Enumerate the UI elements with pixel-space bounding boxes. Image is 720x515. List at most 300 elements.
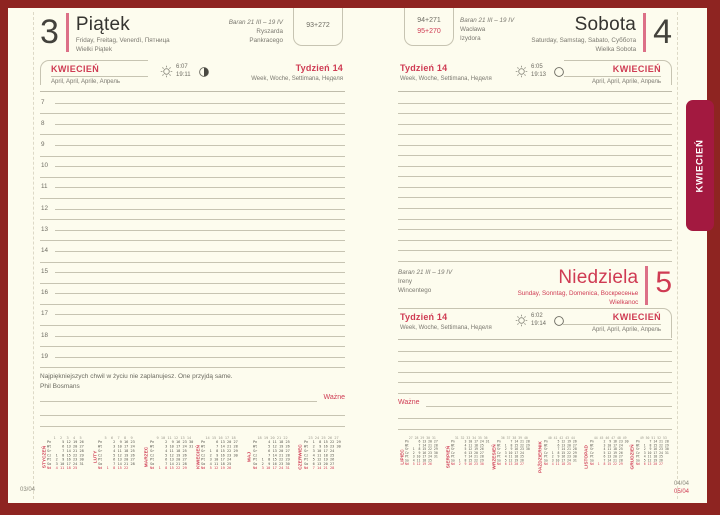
mini-calendar	[583, 436, 629, 486]
weekday-row: Cz 3 10 17 24	[497, 451, 531, 455]
ruled-line	[398, 362, 672, 373]
day-accent-bar	[645, 266, 648, 305]
hour-row	[40, 326, 345, 337]
mini-calendar-grid	[497, 436, 533, 486]
weekday-row: Pn 3 10 17 24 31	[451, 439, 490, 444]
mini-calendar-grid	[405, 436, 441, 486]
month-name-label: MAJ	[246, 451, 252, 463]
weekday-row: Pn 5 12 19 26	[47, 440, 84, 445]
weekday-row: Pn 1 8 15 22 29	[303, 440, 341, 445]
sunday-lines	[398, 341, 672, 394]
hour-number: 7	[41, 98, 45, 106]
quote-block	[40, 372, 345, 392]
month-translations: April, April, Aprile, Апрель	[51, 79, 121, 85]
weekday-row: Śr 3 10 17 24	[303, 448, 341, 453]
saturday-header	[398, 8, 672, 60]
weekday-row: So 7 14 21 28	[98, 461, 136, 466]
weekday-row: Śr 2 9 16 23 30	[635, 447, 669, 451]
important-row	[398, 397, 672, 407]
weekday-row: Cz 1 8 15 22 29	[543, 451, 577, 455]
friday-subheader	[40, 60, 345, 90]
mini-calendar-grid	[451, 436, 490, 486]
tab-label: KWIECIEŃ	[694, 138, 706, 193]
weekday-row: Pt 5 12 19 26	[303, 457, 341, 462]
zodiac-namedays	[229, 18, 283, 45]
weekday-row: Wt 1 8 15 22 29	[497, 443, 531, 448]
hour-number: 15	[41, 268, 49, 276]
mini-calendar-grid	[304, 436, 345, 486]
mini-calendar-grid	[47, 436, 88, 486]
zodiac-sign: Baran 21 III – 19 IV	[228, 19, 283, 26]
ruled-line	[40, 401, 317, 402]
nameday: Izydora	[460, 35, 481, 43]
ruled-line	[40, 367, 345, 368]
ruled-line	[398, 230, 672, 241]
hour-row	[40, 199, 345, 210]
hour-row	[40, 347, 345, 358]
hour-row	[40, 157, 345, 168]
sunday-row: Nd 3 10 17 24 31	[252, 465, 290, 470]
weekday-row: Pt 2 9 16 23 30	[47, 457, 84, 462]
mini-calendar	[629, 436, 672, 486]
mini-calendar-grid	[149, 436, 194, 486]
month-ornament	[563, 309, 671, 333]
weekday-row: Śr 2 9 16 23 30	[497, 447, 531, 451]
ruled-line	[398, 135, 672, 146]
ruled-line	[398, 209, 672, 220]
half-hour-row	[40, 125, 345, 136]
saturday-lines	[398, 93, 672, 262]
day-number: 4	[653, 13, 672, 51]
mini-calendar-grid-inner	[543, 436, 577, 467]
half-hour-row	[40, 104, 345, 115]
hour-row	[40, 220, 345, 231]
weekday-row: Wt 7 14 21 28	[201, 444, 239, 449]
weekday-row: Pn 5 12 19 26	[543, 439, 577, 444]
weekday-row: So 3 10 17 24 31	[543, 458, 577, 463]
ruled-line	[398, 177, 672, 188]
mini-calendar	[398, 436, 441, 486]
day-holiday: Wielki Piątek	[75, 45, 112, 53]
week-numbers-row: 23 24 25 26 27	[303, 436, 339, 441]
hour-number: 10	[41, 162, 49, 170]
weekday-row: So 3 10 17 24 31	[47, 461, 84, 466]
saturday-subheader	[398, 60, 672, 90]
ruled-line	[40, 416, 345, 428]
sunset-time: 19:11	[176, 71, 191, 78]
quote-text: Najpiękniejszych chwil w życiu nie zaplanujesz. One przyjdą same.	[40, 373, 233, 380]
ruled-line	[398, 407, 672, 419]
day-accent-bar	[643, 13, 646, 52]
sunrise-time: 6:07	[176, 64, 188, 70]
half-hour-row	[40, 146, 345, 157]
day-number: 5	[655, 266, 672, 299]
day-name: Piątek	[75, 14, 130, 35]
mini-calendar	[444, 436, 490, 486]
weekday-row: Pt 2 9 16 23 30	[543, 454, 577, 459]
weekday-row: Cz 5 12 19 26	[98, 452, 136, 458]
week-numbers-row: 1 2 3 4 5	[47, 436, 82, 441]
sunset-time: 19:13	[531, 71, 547, 78]
month-name-label: LUTY	[92, 450, 98, 464]
zodiac-sign: Baran 21 III – 19 IV	[398, 269, 453, 276]
nameday: Wacława	[460, 26, 486, 34]
ruled-line	[398, 373, 672, 384]
sun-icon	[515, 314, 528, 327]
weekday-row: Śr 6 13 20 27	[252, 448, 290, 453]
day-holiday: Wielkanoc	[609, 298, 639, 306]
weekday-row: Pt 6 13 20 27	[589, 454, 629, 459]
weekday-row: So 7 14 21 28	[589, 458, 629, 463]
weekday-row: Pt 6 13 20 27	[149, 457, 194, 462]
mini-calendar-grid	[253, 436, 294, 486]
week-numbers-row: 40 41 42 43 44	[543, 436, 575, 440]
day-number: 3	[40, 13, 59, 51]
weekday-row: Cz 3 10 17 24 31	[635, 451, 669, 455]
mini-calendar-grid-inner	[149, 436, 194, 470]
sunday-row: Nd 1 8 15 22	[98, 465, 136, 470]
weekday-row: Wt 6 13 20 27	[47, 444, 84, 449]
weekday-row: Pn 7 14 21 28	[497, 439, 531, 444]
ruled-line	[398, 104, 672, 115]
week-numbers-row: 31 32 33 34 35 36	[451, 436, 488, 440]
sun-moon-times	[515, 64, 565, 80]
weekday-row: So 6 13 20 27	[303, 461, 341, 466]
friday-header	[40, 8, 345, 60]
month-name-label: LISTOPAD	[583, 445, 589, 469]
header-rule	[398, 91, 672, 92]
half-hour-row	[40, 358, 345, 369]
hour-row	[40, 93, 345, 104]
mini-calendar-month-name	[398, 436, 405, 478]
ruled-line	[398, 188, 672, 199]
mini-calendar	[143, 436, 194, 486]
mini-calendar-grid	[636, 436, 672, 486]
week-block	[400, 63, 492, 82]
mini-calendar-grid-inner	[497, 436, 531, 467]
weekday-row: Pt 4 11 18 25	[497, 454, 531, 459]
weekday-row: Cz 6 13 20 27	[451, 451, 490, 455]
month-name-label: SIERPIEŃ	[444, 445, 451, 469]
month-name-label: MARZEC	[143, 446, 149, 468]
hour-row	[40, 305, 345, 316]
hour-number: 16	[41, 289, 49, 297]
mini-calendar-grid	[98, 436, 139, 486]
day-of-year-counter	[293, 8, 343, 46]
week-translations: Week, Woche, Settimana, Неделя	[400, 325, 492, 331]
mini-calendar	[490, 436, 533, 486]
sun-icon	[515, 65, 528, 78]
mini-calendar-grid-inner	[635, 436, 669, 467]
ruled-line	[398, 167, 672, 178]
zodiac-sign: Baran 21 III – 19 IV	[460, 17, 515, 24]
month-thumb-tab	[686, 100, 714, 231]
weekday-row: Cz 2 9 16 23 30	[405, 451, 438, 455]
mini-calendar	[537, 436, 580, 486]
mini-calendar-month-name	[40, 436, 47, 478]
half-hour-row	[40, 167, 345, 178]
sunday-row: Nd 4 11 18 25	[47, 465, 84, 470]
nameday: Pankracego	[249, 37, 283, 45]
header-rule	[40, 91, 345, 92]
nameday: Ireny	[398, 278, 412, 286]
weekday-row: Cz 4 11 18 25	[303, 452, 341, 458]
month-name-label: CZERWIEC	[297, 444, 304, 470]
mini-calendar-month-name	[583, 436, 590, 478]
sun-moon-times	[160, 64, 210, 80]
ruled-line	[398, 93, 672, 104]
month-translations: April, April, Aprile, Апрель	[591, 79, 661, 85]
weekday-row: Wt 1 8 15 22 29	[635, 443, 669, 448]
mini-calendars-right	[398, 436, 672, 486]
mini-calendars-left	[40, 436, 345, 486]
weekday-row: Pt 7 14 21 28	[451, 454, 490, 459]
weekday-row: Śr 1 8 15 22 29	[201, 448, 239, 453]
month-name-label: STYCZEŃ	[40, 445, 47, 469]
month-ornament	[564, 60, 672, 85]
half-hour-row	[40, 315, 345, 326]
weekday-row: So 4 11 18 25	[201, 461, 239, 466]
ruled-line	[40, 404, 345, 416]
weekday-row: Cz 1 8 15 22 29	[47, 452, 84, 458]
weekday-row: Śr 7 14 21 28	[47, 448, 84, 453]
week-label: Tydzień 14	[400, 312, 448, 322]
hour-row	[40, 284, 345, 295]
month-name-label: PAŹDZIERNIK	[537, 441, 543, 473]
week-translations: Week, Woche, Settimana, Неделя	[400, 76, 492, 82]
sunrise-sunset	[531, 313, 546, 329]
day-holiday: Wielka Sobota	[595, 45, 637, 53]
page-footer-left: 03/04	[20, 487, 36, 493]
weekday-row: Cz 5 12 19 26	[149, 452, 194, 458]
notes-lines	[398, 407, 672, 430]
mini-calendar	[40, 436, 88, 486]
day-accent-bar	[66, 13, 69, 52]
month-label: KWIECIEŃ	[564, 64, 661, 77]
important-label: Ważne	[398, 399, 420, 406]
sunrise-sunset	[176, 64, 191, 80]
ruled-line	[398, 241, 672, 252]
weekday-row: So 4 11 18 25	[405, 458, 438, 463]
month-name-label: LIPIEC	[398, 449, 405, 465]
hour-number: 12	[41, 204, 49, 212]
weekday-row: Pt 6 13 20 27	[98, 457, 136, 462]
weekday-row: Wt 4 11 18 25	[451, 443, 490, 448]
weekday-row: Śr 1 8 15 22 29	[405, 447, 438, 451]
hour-number: 11	[41, 183, 48, 191]
hour-number: 19	[41, 352, 49, 360]
ruled-line	[398, 125, 672, 136]
mini-calendar-grid-inner	[98, 436, 136, 470]
hour-row	[40, 114, 345, 125]
ruled-line	[398, 383, 672, 394]
page-footer-right	[674, 480, 689, 496]
month-name-label: GRUDZIEŃ	[629, 444, 636, 470]
hour-number: 9	[41, 140, 45, 148]
page-left	[40, 8, 345, 503]
weekday-row: Wt 3 10 17 24	[589, 443, 629, 448]
day-translations: Sunday, Sonntag, Domenica, Воскресенье	[517, 289, 639, 297]
weekday-row: Wt 3 10 17 24 31	[149, 444, 194, 449]
half-hour-row	[40, 252, 345, 263]
mini-calendar-month-name	[143, 436, 150, 478]
moon-phase-icon	[198, 66, 210, 78]
footer-date-saturday: 04/04	[673, 481, 689, 487]
weekday-row: Cz 2 9 16 23 30	[201, 452, 239, 458]
mini-calendar	[297, 436, 345, 486]
ruled-line	[398, 156, 672, 167]
zodiac-namedays	[398, 268, 452, 295]
mini-calendar-month-name	[537, 436, 544, 478]
month-name-label: WRZESIEŃ	[491, 444, 497, 470]
sunrise-time: 6:02	[531, 313, 543, 319]
week-block	[251, 63, 343, 82]
weekday-row: Pn 4 11 18 25	[252, 440, 290, 445]
half-hour-row	[40, 294, 345, 305]
weekday-row: Pn 2 9 16 23 30	[149, 440, 194, 445]
hour-number: 14	[41, 246, 49, 254]
sunday-row: Nd 7 14 21 28	[303, 465, 341, 470]
month-ornament	[40, 60, 148, 85]
mini-calendar-grid-inner	[405, 436, 438, 467]
important-row	[40, 392, 345, 402]
sunday-row: Nd 6 13 20 27	[497, 462, 531, 467]
ruled-line	[398, 419, 672, 431]
month-translations: April, April, Aprile, Апрель	[591, 327, 661, 333]
important-label: Ważne	[323, 394, 345, 401]
day-name: Niedziela	[558, 267, 639, 288]
mini-calendar-grid	[544, 436, 580, 486]
week-numbers-row: 5 6 7 8 9	[98, 436, 134, 441]
weekday-row: Wt 7 14 21 28	[405, 443, 438, 448]
weekday-row: So 5 12 19 26	[497, 458, 531, 463]
week-numbers-row: 44 45 46 47 48 49	[589, 436, 627, 440]
sunday-row: Nd 4 11 18 25	[543, 462, 577, 467]
sunday-row: Nd 1 8 15 22 29	[589, 462, 629, 467]
notes-lines	[40, 404, 345, 427]
weekday-row: Wt 5 12 19 26	[252, 444, 290, 449]
ruled-line	[398, 341, 672, 352]
weekday-row: So 2 9 16 23 30	[252, 461, 290, 466]
half-hour-row	[40, 231, 345, 242]
sunday-header	[398, 264, 672, 308]
weekday-row: Pt 1 8 15 22 29	[252, 457, 290, 462]
sunday-row: Nd 6 13 20 27	[635, 462, 669, 467]
hour-row	[40, 241, 345, 252]
week-label: Tydzień 14	[295, 63, 343, 73]
sunday-row: Nd 5 12 19 26	[405, 462, 438, 467]
sunday-rule	[398, 339, 672, 340]
weekday-row: Śr 7 14 21 28	[543, 447, 577, 451]
sun-icon	[160, 65, 173, 78]
week-translations: Week, Woche, Settimana, Неделя	[251, 76, 343, 82]
half-hour-row	[40, 273, 345, 284]
half-hour-row	[40, 210, 345, 221]
weekday-row: Cz 5 12 19 26	[589, 451, 629, 455]
sunday-row: Nd 5 12 19 26	[201, 465, 239, 470]
ruled-line	[398, 251, 672, 262]
month-name-label: KWIECIEŃ	[194, 445, 201, 469]
weekday-row: Pn 7 14 21 28	[635, 439, 669, 444]
sunrise-sunset	[531, 64, 546, 80]
ruled-line	[398, 220, 672, 231]
month-label: KWIECIEŃ	[563, 312, 661, 325]
hour-row	[40, 135, 345, 146]
sunday-row: Nd 2 9 16 23 30	[451, 462, 490, 467]
half-hour-row	[40, 188, 345, 199]
weekday-row: Cz 7 14 21 28	[252, 452, 290, 458]
zodiac-namedays	[460, 16, 514, 43]
day-of-year-counter	[404, 8, 454, 46]
sunset-time: 19:14	[531, 320, 547, 327]
weekday-row: Śr 4 11 18 25	[589, 447, 629, 451]
weekday-row: So 1 8 15 22 29	[451, 458, 490, 463]
mini-calendar-grid-inner	[252, 436, 290, 470]
mini-calendar	[194, 436, 242, 486]
sunday-subheader	[398, 308, 672, 338]
week-label: Tydzień 14	[400, 63, 448, 73]
week-numbers-row: 27 28 29 30 31	[405, 436, 436, 440]
sunday-row: Nd 1 8 15 22 29	[149, 465, 194, 470]
day-counter-value: 93+272	[306, 22, 330, 30]
mini-calendar-grid-inner	[47, 436, 84, 470]
month-label: KWIECIEŃ	[51, 64, 148, 77]
day-name: Sobota	[574, 14, 637, 35]
weekday-row: Pn 2 9 16 23 30	[589, 439, 629, 444]
day-translations: Saturday, Samstag, Sabato, Суббота	[531, 36, 637, 44]
hour-row	[40, 263, 345, 274]
nameday: Ryszarda	[256, 28, 283, 36]
sun-moon-times	[515, 313, 565, 329]
weekday-row: Śr 5 12 19 26	[451, 447, 490, 451]
hour-number: 13	[41, 225, 49, 233]
week-numbers-row: 36 37 38 39 40	[497, 436, 529, 440]
week-numbers-row: 14 15 16 17 18	[201, 436, 236, 441]
hour-timeline	[40, 93, 345, 368]
weekday-row: Pt 3 10 17 24 31	[405, 454, 438, 459]
week-numbers-row: 9 10 11 12 13 14	[149, 436, 191, 441]
nameday: Wincentego	[398, 287, 432, 295]
day-translations: Friday, Freitag, Venerdì, Пятница	[75, 36, 170, 44]
ruled-line	[398, 146, 672, 157]
mini-calendar-grid-inner	[589, 436, 629, 467]
sunrise-time: 6:05	[531, 64, 543, 70]
weekday-row: So 7 14 21 28	[149, 461, 194, 466]
footer-date-sunday: 05/04	[673, 489, 689, 496]
mini-calendar-grid-inner	[451, 436, 490, 467]
perforation-line-right	[677, 12, 678, 499]
week-numbers-row: 49 50 51 52 53	[635, 436, 667, 440]
ruled-line	[398, 114, 672, 125]
weekday-row: Pt 3 10 17 24	[201, 457, 239, 462]
weekday-row: Śr 4 11 18 25	[149, 448, 194, 453]
mini-calendar-month-name	[629, 436, 636, 478]
hour-row	[40, 178, 345, 189]
weekday-row: Wt 2 9 16 23 30	[303, 444, 341, 449]
weekday-row: Pn 2 9 16 23	[98, 440, 136, 445]
day-counter-saturday: 94+271	[417, 17, 441, 24]
mini-calendar-month-name	[246, 436, 253, 478]
half-hour-row	[40, 337, 345, 348]
mini-calendar-grid-inner	[303, 436, 341, 470]
day-counter-sunday: 95+270	[417, 27, 441, 35]
ruled-line	[398, 198, 672, 209]
hour-number: 18	[41, 331, 49, 339]
quote-author: Phil Bosmans	[40, 383, 80, 391]
mini-calendar-month-name	[297, 436, 304, 478]
page-right	[398, 8, 672, 503]
mini-calendar-grid	[201, 436, 242, 486]
